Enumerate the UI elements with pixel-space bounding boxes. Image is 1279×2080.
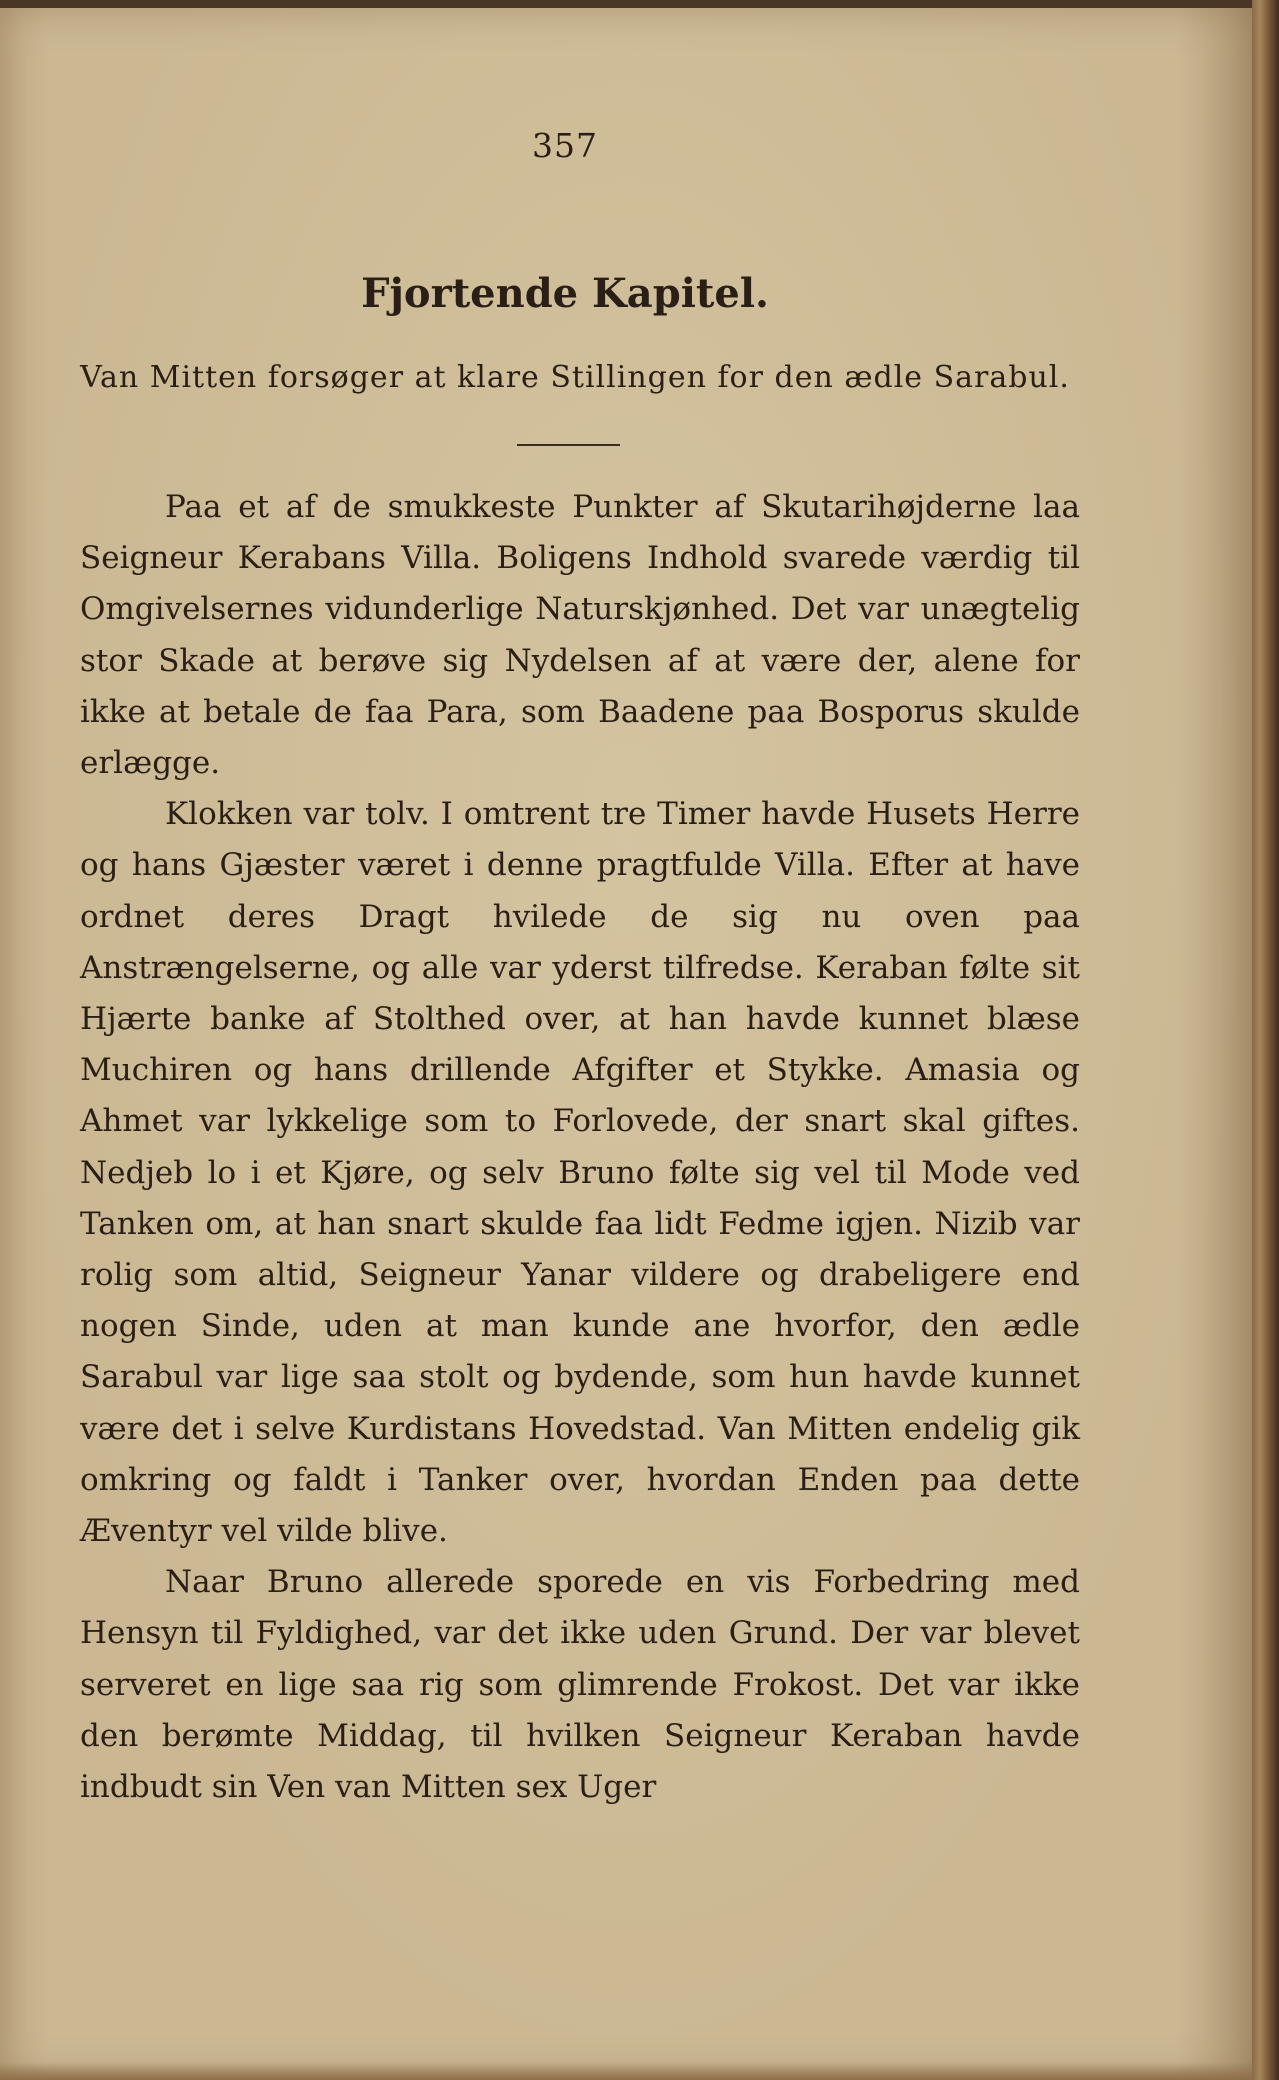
page-edge: [1252, 0, 1279, 2080]
page-number: 357: [532, 126, 598, 165]
page-bottom-edge: [0, 2062, 1252, 2080]
body-text: [80, 482, 1080, 1813]
paragraph: Klokken var tolv. I omtrent tre Timer havde Husets Herre og hans Gjæster været i denne pragtfulde Villa. Efter at have ordnet deres Dragt hvilede de sig nu oven paa Anstrængelserne, og alle var yderst tilfredse. Keraban følte sit Hjærte banke af Stolthed over, at han havde kunnet blæse Muchiren og hans drillende Afgifter et Stykke. Amasia og Ahmet var lykkelige som to Forlovede, der snart skal giftes. Nedjeb lo i et Kjøre, og selv Bruno følte sig vel til Mode ved Tanken om, at han snart skulde faa lidt Fedme igjen. Nizib var rolig som altid, Seigneur Yanar vildere og drabeligere end nogen Sinde, uden at man kunde ane hvorfor, den ædle Sarabul var lige saa stolt og bydende, som hun havde kunnet være det i selve Kurdistans Hovedstad. Van Mitten endelig gik omkring og faldt i Tanker over, hvordan Enden paa dette Æventyr vel vilde blive.: [80, 796, 1080, 1550]
chapter-subtitle: Van Mitten forsøger at klare Stillingen for den ædle Sarabul.: [80, 360, 1070, 395]
book-page: [0, 8, 1252, 2080]
section-divider: [517, 444, 620, 446]
paragraph: Naar Bruno allerede sporede en vis Forbedring med Hensyn til Fyldighed, var det ikke uden Grund. Der var blevet serveret en lige saa rig som glimrende Frokost. Det var ikke den berømte Middag, til hvilken Seigneur Keraban havde indbudt sin Ven van Mitten sex Uger: [80, 1564, 1080, 1806]
chapter-title: Fjortende Kapitel.: [361, 270, 769, 317]
paragraph: Paa et af de smukkeste Punkter af Skutarihøjderne laa Seigneur Kerabans Villa. Boligens Indhold svarede værdig til Omgivelsernes vidunderlige Naturskjønhed. Det var unægtelig stor Skade at berøve sig Nydelsen af at være der, alene for ikke at betale de faa Para, som Baadene paa Bosporus skulde erlægge.: [80, 489, 1080, 782]
